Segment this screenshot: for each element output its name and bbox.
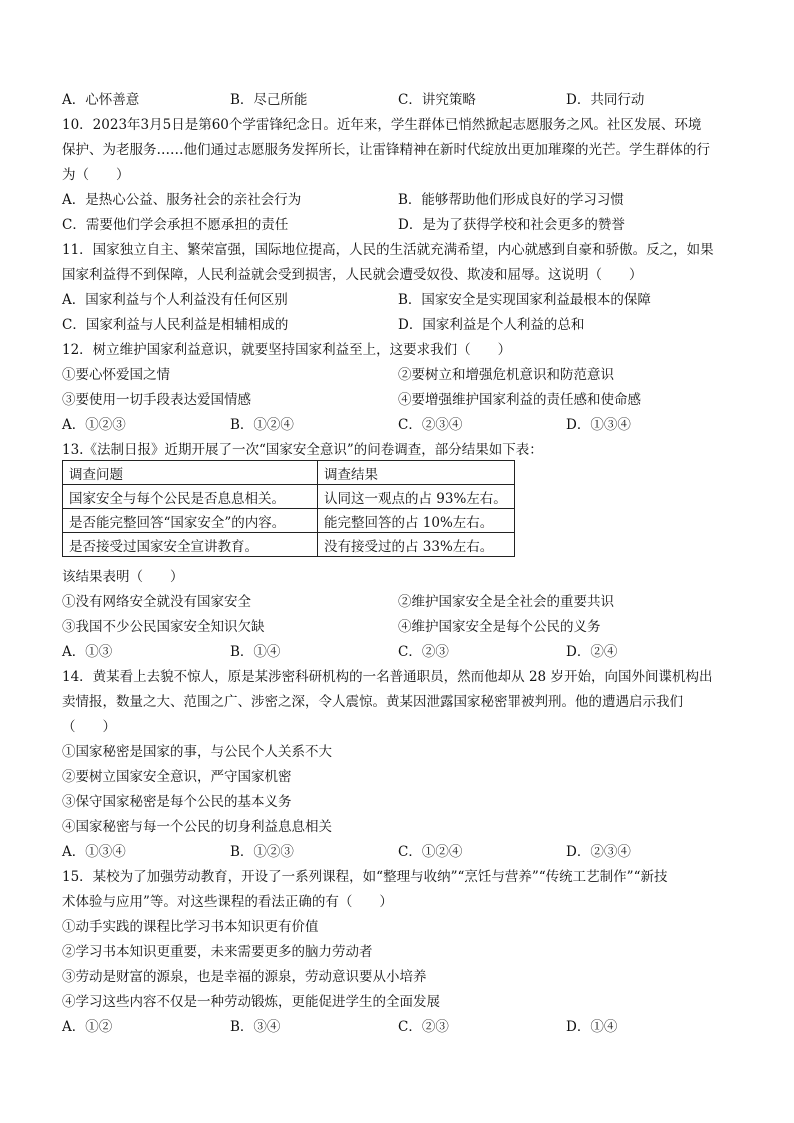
q10-stem-line-2: 保护、为老服务……他们通过志愿服务发挥所长，让雷锋精神在新时代绽放出更加璀璨的光芒。学生群体的行 <box>62 142 710 158</box>
q15-option-c[interactable]: C．②③ <box>398 1019 449 1035</box>
q13-option-b[interactable]: B．①④ <box>230 644 281 660</box>
table-row <box>63 485 515 509</box>
q14-item-3: ③保守国家秘密是每个公民的基本义务 <box>62 794 292 810</box>
q10-option-a[interactable]: A．是热心公益、服务社会的亲社会行为 <box>62 192 302 208</box>
table-cell: 是否接受过国家安全宣讲教育。 <box>63 533 318 557</box>
q15-item-4: ④学习这些内容不仅是一种劳动锻炼，更能促进学生的全面发展 <box>62 994 440 1010</box>
q15-stem-line-2: 术体验与应用”等。对这些课程的看法正确的有（ ） <box>62 894 393 910</box>
q15-option-b[interactable]: B．③④ <box>230 1019 281 1035</box>
table-header-row <box>63 461 515 485</box>
q10-option-d[interactable]: D．是为了获得学校和社会更多的赞誉 <box>398 217 625 233</box>
q13-item-1: ①没有网络安全就没有国家安全 <box>62 594 251 610</box>
q9-option-d[interactable]: D．共同行动 <box>566 92 645 108</box>
q11-options-row-1 <box>62 290 734 310</box>
q15-option-d[interactable]: D．①④ <box>566 1019 618 1035</box>
q11-option-a[interactable]: A．国家利益与个人利益没有任何区别 <box>62 292 288 308</box>
q10-stem-line-3: 为（ ） <box>62 167 130 183</box>
q15-item-3: ③劳动是财富的源泉，也是幸福的源泉，劳动意识要从小培养 <box>62 969 427 985</box>
q13-items-row-2 <box>62 617 734 637</box>
q13-item-2: ②维护国家安全是全社会的重要共识 <box>398 594 614 610</box>
q15-stem-line-1: 15．某校为了加强劳动教育，开设了一系列课程，如“整理与收纳”“烹饪与营养”“传统工艺制作”“新技 <box>62 869 668 885</box>
q13-item-4: ④维护国家安全是每个公民的义务 <box>398 619 601 635</box>
q12-option-a[interactable]: A．①②③ <box>62 417 126 433</box>
q9-options <box>62 90 734 110</box>
q12-item-3: ③要使用一切手段表达爱国情感 <box>62 392 251 408</box>
q12-items-row-2 <box>62 390 734 410</box>
q10-options-row-2 <box>62 215 734 235</box>
q12-item-4: ④要增强维护国家利益的责任感和使命感 <box>398 392 641 408</box>
q13-stem: 13.《法制日报》近期开展了一次“国家安全意识”的问卷调查，部分结果如下表： <box>62 442 543 458</box>
q14-item-4: ④国家秘密与每一个公民的切身利益息息相关 <box>62 819 332 835</box>
q14-item-2: ②要树立国家安全意识，严守国家机密 <box>62 769 292 785</box>
q13-items-row-1 <box>62 592 734 612</box>
q12-item-1: ①要心怀爱国之情 <box>62 367 170 383</box>
q13-after: 该结果表明（ ） <box>62 569 184 585</box>
q14-item-1: ①国家秘密是国家的事，与公民个人关系不大 <box>62 744 332 760</box>
q13-option-c[interactable]: C．②③ <box>398 644 449 660</box>
q14-option-c[interactable]: C．①②④ <box>398 844 463 860</box>
q11-stem-line-2: 国家利益得不到保障，人民利益就会受到损害，人民就会遭受奴役、欺凌和屈辱。这说明（ ） <box>62 267 643 283</box>
q15-option-a[interactable]: A．①② <box>62 1019 113 1035</box>
q12-items-row-1 <box>62 365 734 385</box>
q14-option-b[interactable]: B．①②③ <box>230 844 294 860</box>
q13-item-3: ③我国不少公民国家安全知识欠缺 <box>62 619 265 635</box>
q13-option-d[interactable]: D．②④ <box>566 644 618 660</box>
q13-option-a[interactable]: A．①③ <box>62 644 113 660</box>
q12-options <box>62 415 734 435</box>
q15-options <box>62 1017 734 1037</box>
q14-option-a[interactable]: A．①③④ <box>62 844 126 860</box>
table-cell: 是否能完整回答“国家安全”的内容。 <box>63 509 318 533</box>
table-header-question: 调查问题 <box>63 461 318 485</box>
q9-option-c[interactable]: C．讲究策略 <box>398 92 476 108</box>
q12-item-2: ②要树立和增强危机意识和防范意识 <box>398 367 614 383</box>
q9-option-a[interactable]: A．心怀善意 <box>62 92 140 108</box>
q11-stem-line-1: 11．国家独立自主、繁荣富强，国际地位提高，人民的生活就充满希望，内心就感到自豪和骄傲。反之，如果 <box>62 242 714 258</box>
table-cell: 认同这一观点的占 93%左右。 <box>318 485 515 509</box>
q10-option-b[interactable]: B．能够帮助他们形成良好的学习习惯 <box>398 192 624 208</box>
table-row <box>63 533 515 557</box>
table-row <box>63 509 515 533</box>
table-cell: 国家安全与每个公民是否息息相关。 <box>63 485 318 509</box>
table-header-result: 调查结果 <box>318 461 515 485</box>
table-cell: 能完整回答的占 10%左右。 <box>318 509 515 533</box>
survey-table <box>62 460 515 557</box>
table-cell: 没有接受过的占 33%左右。 <box>318 533 515 557</box>
q11-option-d[interactable]: D．国家利益是个人利益的总和 <box>398 317 585 333</box>
q12-option-d[interactable]: D．①③④ <box>566 417 631 433</box>
q14-stem-line-1: 14．黄某看上去貌不惊人，原是某涉密科研机构的一名普通职员，然而他却从 28 岁开始，向国外间谍机构出 <box>62 669 713 685</box>
q11-options-row-2 <box>62 315 734 335</box>
q9-option-b[interactable]: B．尽己所能 <box>230 92 308 108</box>
q12-option-b[interactable]: B．①②④ <box>230 417 294 433</box>
q11-option-b[interactable]: B．国家安全是实现国家利益最根本的保障 <box>398 292 651 308</box>
q14-stem-line-3: （ ） <box>62 719 116 735</box>
q12-stem: 12．树立维护国家利益意识，就要坚持国家利益至上，这要求我们（ ） <box>62 342 512 358</box>
q10-option-c[interactable]: C．需要他们学会承担不愿承担的责任 <box>62 217 289 233</box>
q15-item-1: ①动手实践的课程比学习书本知识更有价值 <box>62 919 319 935</box>
q14-stem-line-2: 卖情报，数量之大、范围之广、涉密之深，令人震惊。黄某因泄露国家秘密罪被判刑。他的遭遇启示我们 <box>62 694 683 710</box>
q14-option-d[interactable]: D．②③④ <box>566 844 631 860</box>
q15-item-2: ②学习书本知识更重要，未来需要更多的脑力劳动者 <box>62 944 373 960</box>
q14-options <box>62 842 734 862</box>
q12-option-c[interactable]: C．②③④ <box>398 417 463 433</box>
q10-stem-line-1: 10．2023年3月5日是第60个学雷锋纪念日。近年来，学生群体已悄然掀起志愿服务之风。社区发展、环境 <box>62 117 702 133</box>
q11-option-c[interactable]: C．国家利益与人民利益是相辅相成的 <box>62 317 289 333</box>
q13-options <box>62 642 734 662</box>
q10-options-row-1 <box>62 190 734 210</box>
